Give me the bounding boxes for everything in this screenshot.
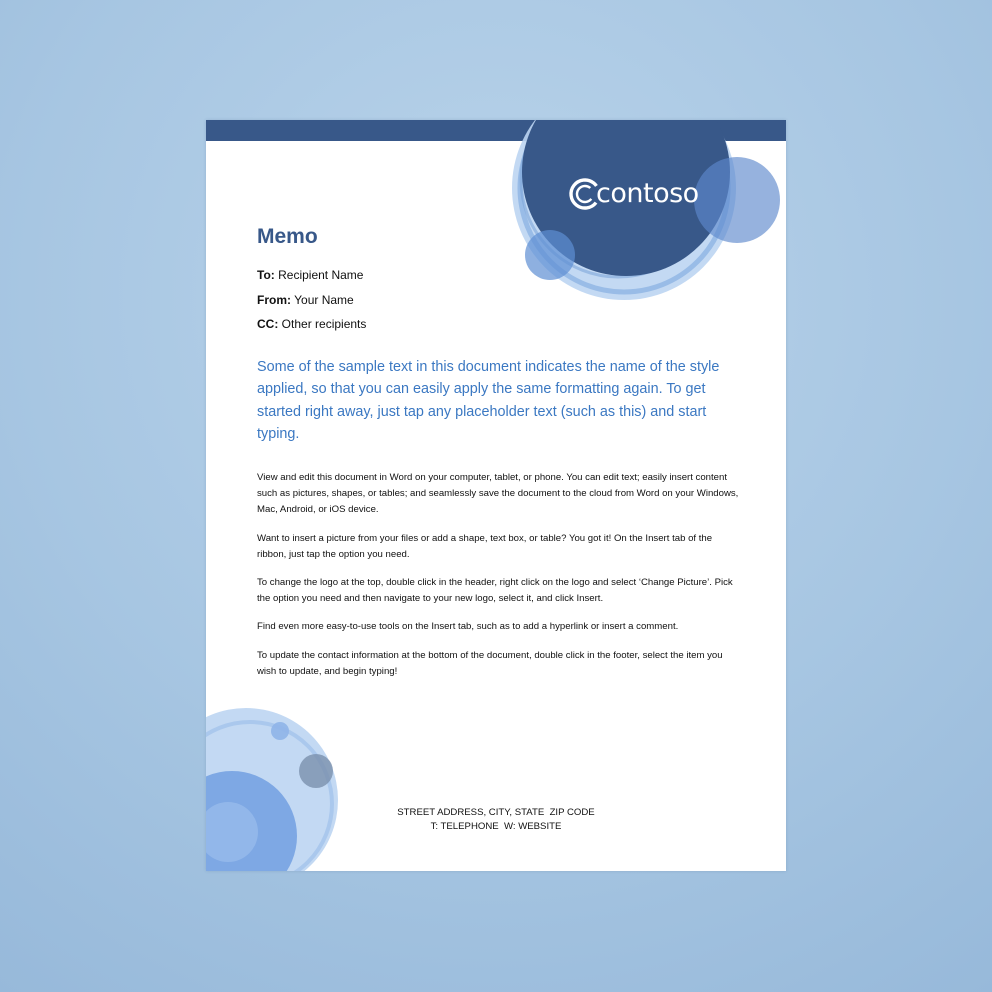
footer-contact: T: TELEPHONE W: WEBSITE [430, 821, 562, 832]
body-paragraph: View and edit this document in Word on your computer, tablet, or phone. You can edit text; easily insert content such as pictures, shapes, or tables; and seamlessly save the document to the cloud from Word on your Windows, Mac, Android, or iOS device. [257, 472, 739, 516]
footer-address: STREET ADDRESS, CITY, STATE ZIP CODE [397, 807, 595, 818]
cc-line [257, 316, 366, 332]
from-value: Your Name [294, 293, 354, 307]
body-paragraph: Want to insert a picture from your files or add a shape, text box, or table? You got it! On the Insert tab of the ribbon, just tap the option you need. [257, 532, 713, 560]
to-line [257, 267, 363, 283]
to-label: To: [257, 268, 275, 282]
from-label: From: [257, 293, 291, 307]
from-line [257, 292, 354, 308]
to-value: Recipient Name [278, 268, 364, 282]
logo-wordmark: contoso [596, 178, 699, 209]
body-paragraph: Find even more easy-to-use tools on the Insert tab, such as to add a hyperlink or insert a comment. [257, 621, 679, 633]
body-paragraph: To update the contact information at the bottom of the document, double click in the footer, select the item you wish to update, and begin typing! [257, 649, 723, 677]
memo-title: Memo [257, 225, 318, 248]
cc-value: Other recipients [281, 317, 367, 331]
body-paragraph: To change the logo at the top, double click in the header, right click on the logo and select ‘Change Picture’. Pick the option you need and then navigate to your new logo, select it, and click Insert. [257, 577, 733, 605]
intro-paragraph: Some of the sample text in this document indicates the name of the style applied, so that you can easily apply the same formatting again. To get started right away, just tap any placeholder text (such as this) and start typing. [257, 359, 720, 442]
memo-page [206, 120, 786, 871]
company-logo [570, 172, 699, 216]
body-text [257, 470, 743, 692]
cc-label: CC: [257, 317, 279, 331]
